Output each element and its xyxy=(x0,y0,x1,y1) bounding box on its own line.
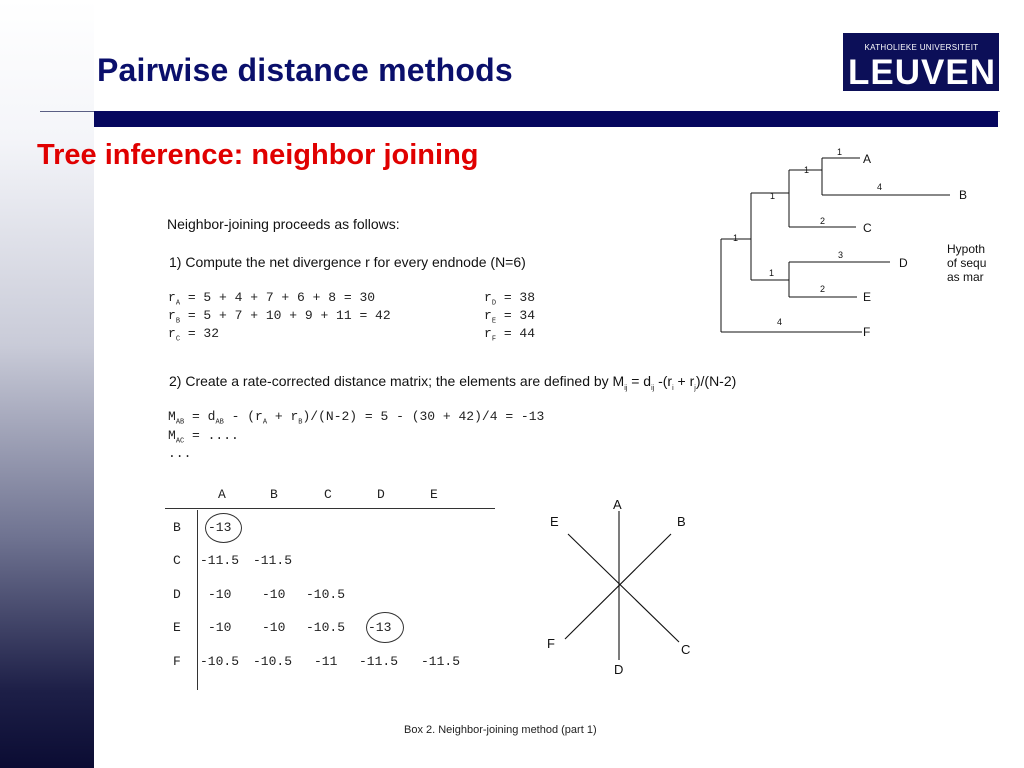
logo-leuven: LEUVEN xyxy=(848,53,996,92)
matrix-header-rule xyxy=(165,508,495,509)
matrix-cell-e-d: -13 xyxy=(368,620,392,635)
ellipsis-line: ... xyxy=(168,446,192,461)
tree-branch-label: 3 xyxy=(838,250,844,260)
tree-branch-label: 1 xyxy=(733,233,739,243)
step2-text: 2) Create a rate-corrected distance matrix; the elements are defined by $M_{ij} = d_{ij}$ $-(r_i + r_j)/(N-2)$ xyxy=(169,373,737,392)
step1-text: 1) Compute the net divergence r for every endnode (N=6) xyxy=(169,254,526,270)
r-line-a: $r_A = 5 + 4 + 7 + 6 + 8 = 30$ xyxy=(168,290,376,308)
tree-leaf-label: F xyxy=(863,325,871,339)
tree-leaf-label: B xyxy=(959,188,968,202)
matrix-col-e: E xyxy=(430,487,438,502)
tree-branch-label: 4 xyxy=(777,317,783,327)
matrix-cell-e-b: -10 xyxy=(262,620,286,635)
star-label-b: B xyxy=(677,514,686,529)
star-label-f: F xyxy=(547,636,555,651)
star-label-a: A xyxy=(613,497,622,512)
matrix-row-label-f: F xyxy=(173,654,181,669)
left-gradient-strip xyxy=(0,0,94,768)
highlight-circle-b-a xyxy=(205,513,242,543)
star-label-e: E xyxy=(550,514,559,529)
tree-branch-label: 1 xyxy=(804,165,810,175)
tree-leaf-label: D xyxy=(899,256,908,270)
tree-branch-label: 1 xyxy=(770,191,776,201)
r-line-f: $r_F = 44$ xyxy=(484,326,536,344)
tree-branch-label: 4 xyxy=(877,182,883,192)
hypothesis-note xyxy=(947,242,990,284)
matrix-row-rule xyxy=(197,510,198,690)
hypothesis-line: as mar xyxy=(947,270,984,284)
matrix-cell-f-e: -11.5 xyxy=(421,654,461,669)
matrix-cell-b-a: -13 xyxy=(208,520,232,535)
box-caption: Box 2. Neighbor-joining method (part 1) xyxy=(404,724,597,736)
matrix-col-b: B xyxy=(270,487,278,502)
matrix-row-label-e: E xyxy=(173,620,181,635)
matrix-cell-d-a: -10 xyxy=(208,587,232,602)
r-line-e: $r_E = 34$ xyxy=(484,308,536,326)
tree-branch-label: 1 xyxy=(769,268,775,278)
matrix-row-label-b: B xyxy=(173,520,181,535)
header-bar xyxy=(94,111,998,127)
matrix-cell-e-c: -10.5 xyxy=(306,620,346,635)
tree-branch-label: 1 xyxy=(837,147,843,157)
hypothesis-line: of sequ xyxy=(947,256,987,270)
university-logo xyxy=(843,33,999,91)
tree-branch-label: 2 xyxy=(820,284,826,294)
tree-leaf-label: C xyxy=(863,221,872,235)
m-ab-line: $M_{AB} = d_{AB} - (r_A + r_B)/(N-2) = 5 - (30 + 42)/4 = -13$ xyxy=(168,409,545,427)
matrix-cell-f-c: -11 xyxy=(314,654,338,669)
matrix-cell-c-b: -11.5 xyxy=(253,553,293,568)
matrix-col-c: C xyxy=(324,487,332,502)
slide-title: Pairwise distance methods xyxy=(97,52,513,88)
highlight-circle-e-d xyxy=(366,612,404,643)
matrix-cell-d-c: -10.5 xyxy=(306,587,346,602)
intro-text: Neighbor-joining proceeds as follows: xyxy=(167,216,400,232)
matrix-col-d: D xyxy=(377,487,385,502)
r-line-c: $r_C = 32$ xyxy=(168,326,220,344)
m-ac-line: $M_{AC}$ = .... xyxy=(168,428,239,446)
logo-university-line: KATHOLIEKE UNIVERSITEIT xyxy=(864,43,979,52)
tree-branch-label: 2 xyxy=(820,216,826,226)
matrix-row-label-d: D xyxy=(173,587,181,602)
matrix-col-a: A xyxy=(218,487,226,502)
tree-leaf-label: E xyxy=(863,290,872,304)
star-label-c: C xyxy=(681,642,691,657)
matrix-row-label-c: C xyxy=(173,553,181,568)
matrix-cell-f-d: -11.5 xyxy=(359,654,399,669)
tree-leaf-label: A xyxy=(863,152,872,166)
matrix-cell-e-a: -10 xyxy=(208,620,232,635)
star-tree xyxy=(540,492,710,682)
star-label-d: D xyxy=(614,662,624,677)
phylogenetic-tree xyxy=(712,140,982,345)
hypothesis-line: Hypoth xyxy=(947,242,986,256)
matrix-cell-f-b: -10.5 xyxy=(253,654,293,669)
matrix-cell-d-b: -10 xyxy=(262,587,286,602)
matrix-cell-c-a: -11.5 xyxy=(200,553,240,568)
matrix-cell-f-a: -10.5 xyxy=(200,654,240,669)
r-line-d: $r_D = 38$ xyxy=(484,290,536,308)
slide-subtitle: Tree inference: neighbor joining xyxy=(37,139,479,171)
r-line-b: $r_B = 5 + 7 + 10 + 9 + 11 = 42$ xyxy=(168,308,391,326)
